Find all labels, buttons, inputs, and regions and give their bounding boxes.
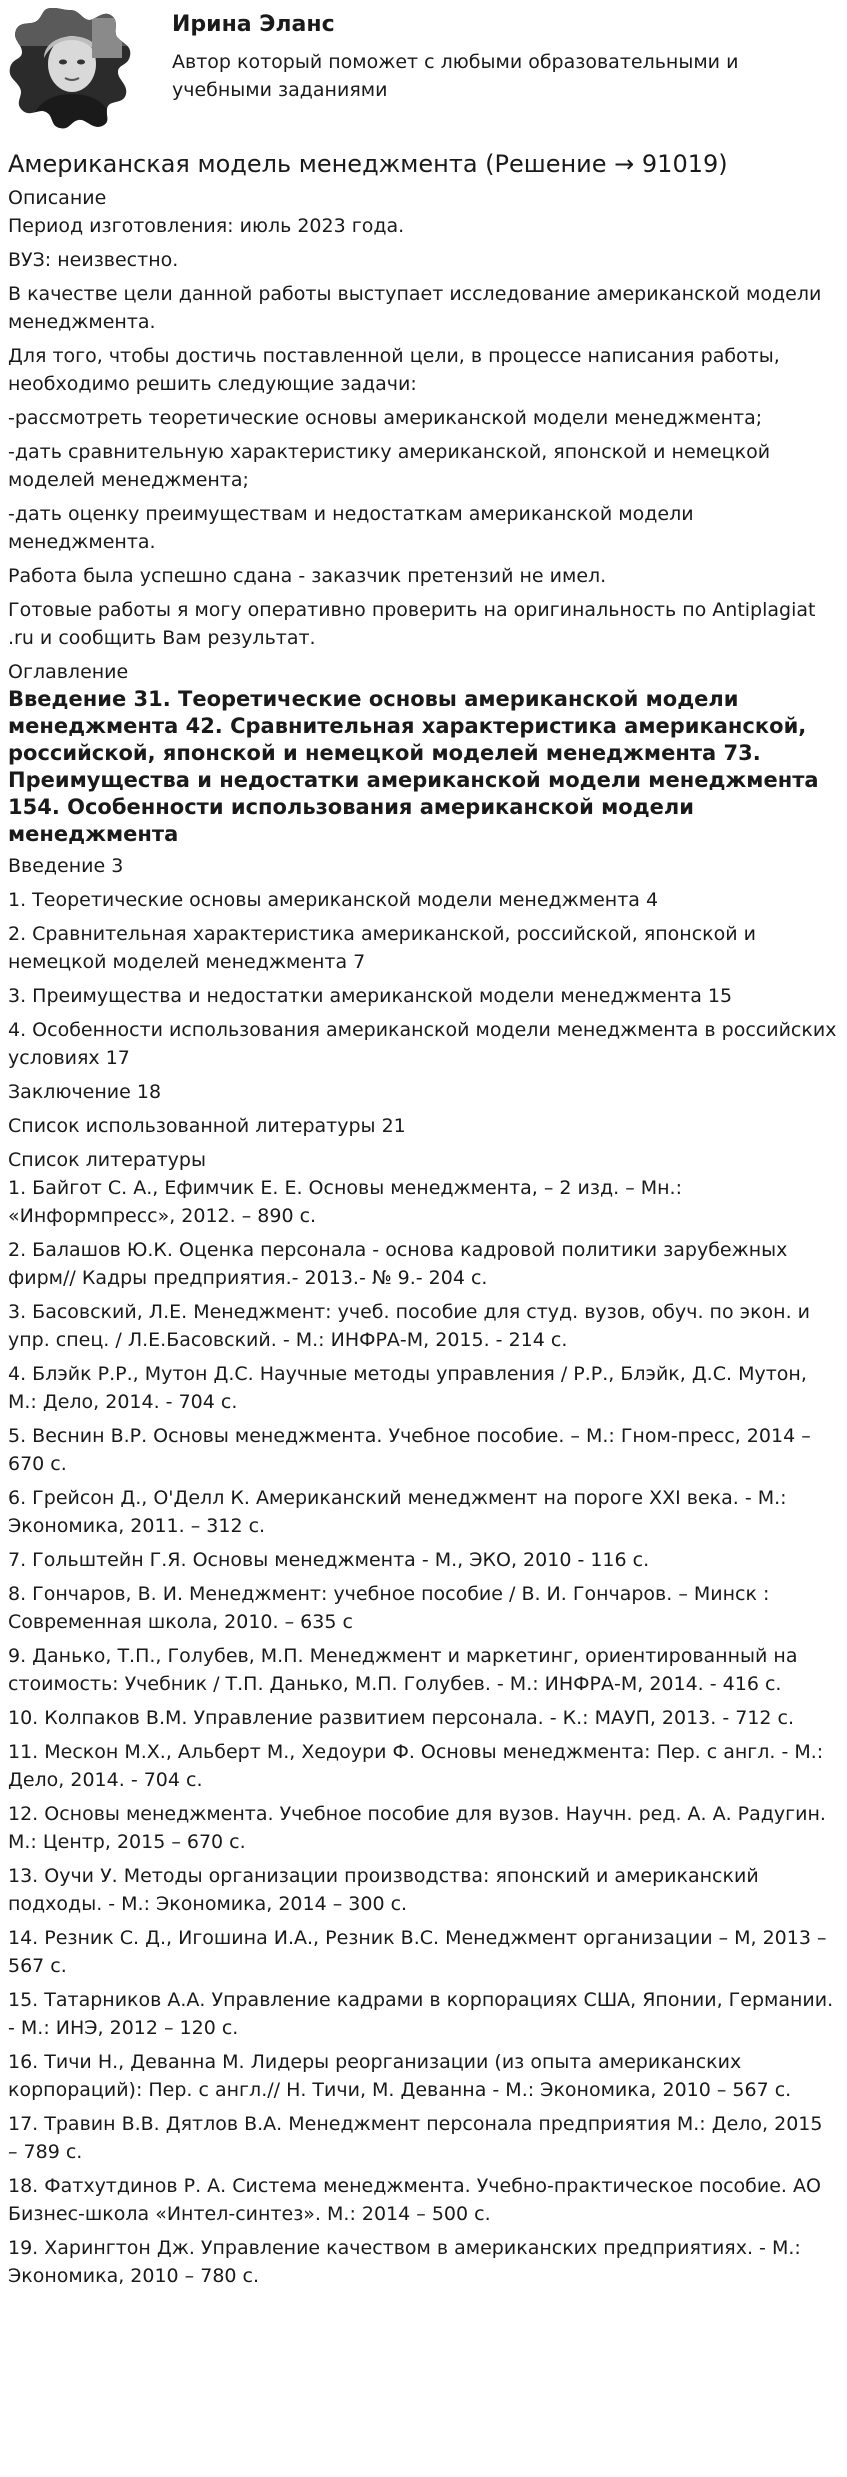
description-paragraph: Работа была успешно сдана - заказчик претензий не имел. — [8, 565, 607, 587]
page-title: Американская модель менеджмента (Решение → 91019) — [8, 150, 728, 178]
author-avatar[interactable] — [8, 6, 132, 130]
reference-item: 1. Байгот С. А., Ефимчик Е. Е. Основы менеджмента, – 2 изд. – Мн.: «Информпресс», 2012. – 890 с. — [8, 1177, 682, 1227]
author-card — [8, 0, 837, 140]
reference-item: 6. Грейсон Д., О'Делл К. Американский менеджмент на пороге XXI века. - М.: Экономика, 2011. – 312 с. — [8, 1487, 787, 1537]
author-description: Автор который поможет с любыми образовательными и учебными заданиями — [172, 51, 739, 101]
reference-item: 12. Основы менеджмента. Учебное пособие для вузов. Научн. ред. А. А. Радугин. М.: Центр, 2015 – 670 с. — [8, 1803, 826, 1853]
contents-heading: Введение 31. Теоретические основы американской модели менеджмента 42. Сравнительная характеристика американской, российской, японской и немецкой моделей менеджмента 73. Преимущества и недостатки американской модели менеджмента 154. Особенности использования американской модели менеджмента — [8, 687, 819, 846]
reference-item: 14. Резник С. Д., Игошина И.А., Резник В.С. Менеджмент организации – М, 2013 – 567 с. — [8, 1927, 827, 1977]
reference-item: 4. Блэйк Р.Р., Мутон Д.С. Научные методы управления / Р.Р., Блэйк, Д.С. Мутон, М.: Дело, 2014. - 704 с. — [8, 1363, 807, 1413]
reference-item: 9. Данько, Т.П., Голубев, М.П. Менеджмент и маркетинг, ориентированный на стоимость: Учебник / Т.П. Данько, М.П. Голубев. - М.: ИНФРА-М, 2014. - 416 с. — [8, 1645, 798, 1695]
contents-label: Оглавление — [8, 661, 129, 683]
reference-item: 17. Травин В.В. Дятлов В.А. Менеджмент персонала предприятия М.: Дело, 2015 – 789 с. — [8, 2113, 823, 2163]
reference-item: 13. Оучи У. Методы организации производства: японский и американский подходы. - М.: Экономика, 2014 – 300 с. — [8, 1865, 759, 1915]
description-paragraph: Период изготовления: июль 2023 года. — [8, 215, 405, 237]
reference-item: 10. Колпаков В.М. Управление развитием персонала. - К.: МАУП, 2013. - 712 с. — [8, 1707, 795, 1729]
contents-item: 1. Теоретические основы американской модели менеджмента 4 — [8, 889, 659, 911]
contents-item: Заключение 18 — [8, 1081, 162, 1103]
description-section — [8, 212, 837, 652]
reference-item: 11. Мескон М.Х., Альберт М., Хедоури Ф. Основы менеджмента: Пер. с англ. - М.: Дело, 2014. - 704 с. — [8, 1741, 824, 1791]
description-paragraph: -дать сравнительную характеристику американской, японской и немецкой моделей менеджмента; — [8, 441, 771, 491]
reference-item: 19. Харингтон Дж. Управление качеством в американских предприятиях. - М.: Экономика, 2010 – 780 с. — [8, 2237, 801, 2287]
references-label: Список литературы — [8, 1149, 206, 1171]
reference-item: 3. Басовский, Л.Е. Менеджмент: учеб. пособие для студ. вузов, обуч. по экон. и упр. спец. / Л.Е.Басовский. - М.: ИНФРА-М, 2015. - 214 с. — [8, 1301, 811, 1351]
description-label: Описание — [8, 187, 107, 209]
contents-item: 2. Сравнительная характеристика американской, российской, японской и немецкой моделей менеджмента 7 — [8, 923, 757, 973]
reference-item: 16. Тичи Н., Деванна М. Лидеры реорганизации (из опыта американских корпораций): Пер. с англ.// Н. Тичи, М. Деванна - М.: Экономика, 2010 – 567 с. — [8, 2051, 792, 2101]
description-paragraph: В качестве цели данной работы выступает исследование американской модели менеджмента. — [8, 283, 822, 333]
description-paragraph: -рассмотреть теоретические основы американской модели менеджмента; — [8, 407, 763, 429]
reference-item: 5. Веснин В.Р. Основы менеджмента. Учебное пособие. – М.: Гном-пресс, 2014 – 670 с. — [8, 1425, 811, 1475]
reference-item: 2. Балашов Ю.К. Оценка персонала - основа кадровой политики зарубежных фирм// Кадры предприятия.- 2013.- № 9.- 204 с. — [8, 1239, 788, 1289]
reference-item: 18. Фатхутдинов Р. А. Система менеджмента. Учебно-практическое пособие. АО Бизнес-школа «Интел-синтез». М.: 2014 – 500 с. — [8, 2175, 821, 2225]
description-paragraph: Для того, чтобы достичь поставленной цели, в процессе написания работы, необходимо решить следующие задачи: — [8, 345, 780, 395]
references-list — [8, 1174, 837, 2290]
reference-item: 7. Гольштейн Г.Я. Основы менеджмента - М., ЭКО, 2010 - 116 с. — [8, 1549, 650, 1571]
description-paragraph: Готовые работы я могу оперативно проверить на оригинальность по Antiplagiat .ru и сообщить Вам результат. — [8, 599, 816, 649]
author-name[interactable]: Ирина Эланс — [172, 12, 335, 37]
contents-list — [8, 852, 837, 1140]
contents-item: 3. Преимущества и недостатки американской модели менеджмента 15 — [8, 985, 733, 1007]
description-paragraph: -дать оценку преимуществам и недостаткам американской модели менеджмента. — [8, 503, 694, 553]
description-paragraph: ВУЗ: неизвестно. — [8, 249, 179, 271]
reference-item: 15. Татарников А.А. Управление кадрами в корпорациях США, Японии, Германии. - М.: ИНЭ, 2012 – 120 с. — [8, 1989, 834, 2039]
contents-item: Список использованной литературы 21 — [8, 1115, 406, 1137]
contents-item: Введение 3 — [8, 855, 124, 877]
reference-item: 8. Гончаров, В. И. Менеджмент: учебное пособие / В. И. Гончаров. – Минск : Современная школа, 2010. – 635 с — [8, 1583, 770, 1633]
contents-item: 4. Особенности использования американской модели менеджмента в российских условиях 17 — [8, 1019, 837, 1069]
